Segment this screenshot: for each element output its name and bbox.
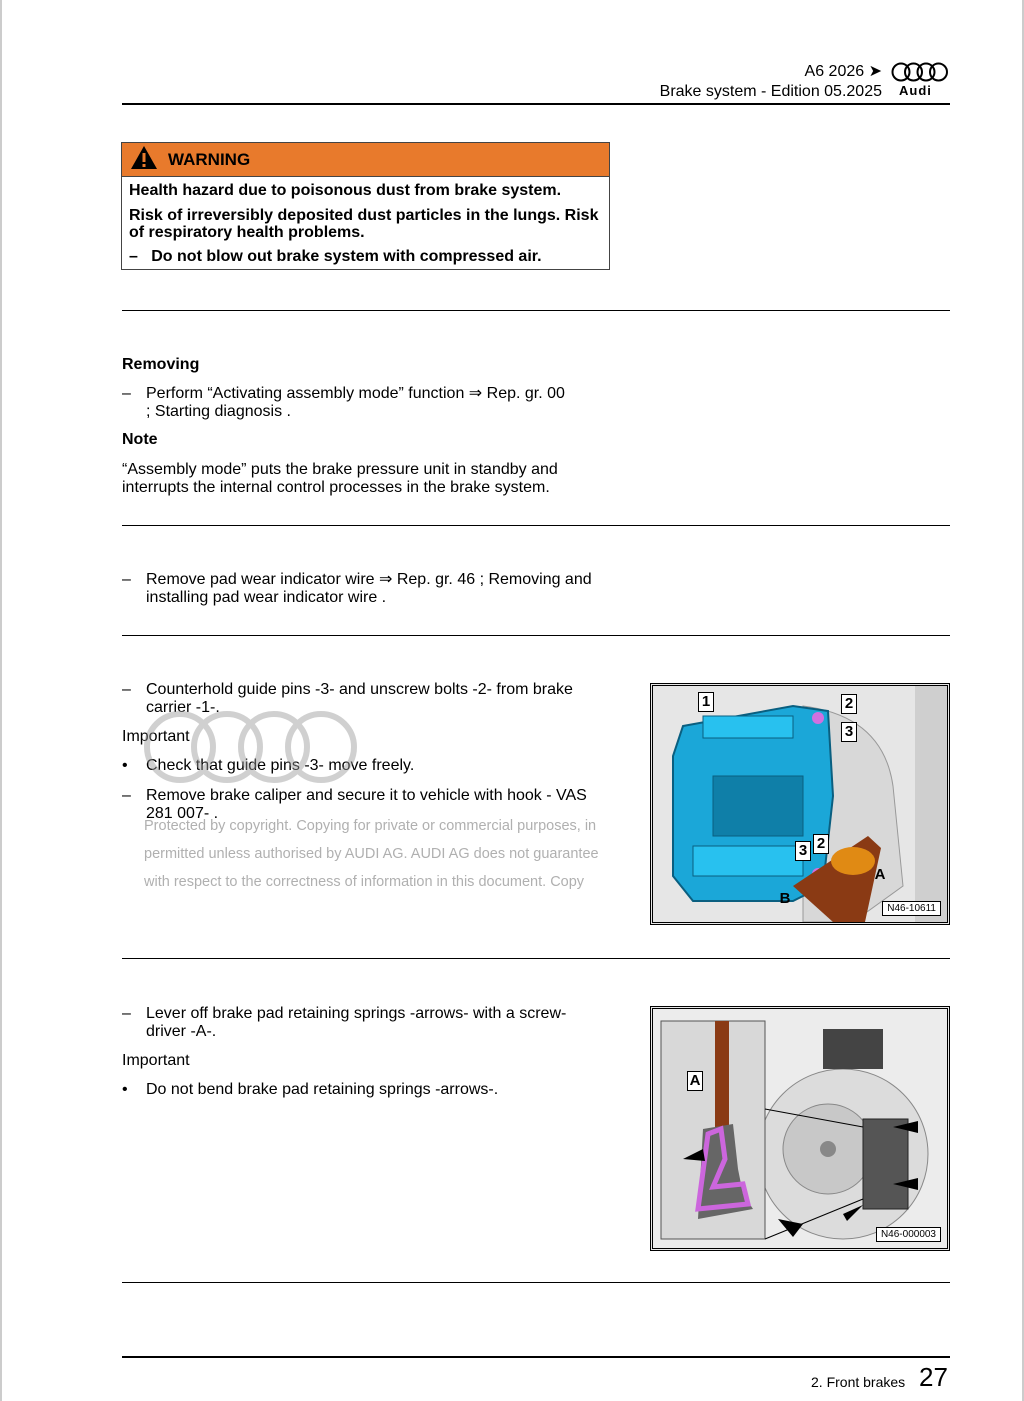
page-edge: [0, 0, 2, 1401]
step-remove-caliper: Remove brake caliper and secure it to vehicle with hook - VAS 281 007- .: [146, 787, 587, 822]
warning-label: WARNING: [168, 149, 251, 169]
warning-bar: [122, 143, 609, 177]
dash-marker: –: [122, 1005, 131, 1022]
audi-rings-watermark: [143, 710, 361, 789]
warning-line-3: – Do not blow out brake system with compressed air.: [129, 248, 542, 265]
removing-step-1: Perform “Activating assembly mode” function ⇒ Rep. gr. 00 ; Starting diagnosis .: [146, 385, 565, 420]
arrow-icon: ➤: [868, 63, 882, 80]
warning-box: [121, 142, 610, 270]
section-rule-4: [122, 958, 950, 959]
warning-line-1: Health hazard due to poisonous dust from brake system.: [129, 182, 562, 199]
watermark-line-1: Protected by copyright. Copying for private or commercial purposes, in: [144, 818, 597, 834]
figure-retaining-springs: [650, 1006, 950, 1251]
dash-marker: –: [122, 385, 131, 402]
dash-marker: –: [122, 681, 131, 698]
figure-code: N46-10611: [882, 901, 941, 916]
caliper-illustration: [653, 686, 947, 922]
callout-B: B: [779, 890, 791, 907]
callout-A: A: [874, 866, 886, 883]
step-counterhold-guide-pins: Counterhold guide pins -3- and unscrew bolts -2- from brake carrier -1-.: [146, 681, 573, 716]
bullet-marker: •: [122, 1081, 128, 1098]
audi-wordmark: Audi: [899, 83, 932, 98]
header-model: A6 2026 ➤: [804, 63, 882, 80]
figure-brake-caliper: [650, 683, 950, 925]
note-text: “Assembly mode” puts the brake pressure unit in standby and interrupts the internal control processes in the brake system.: [122, 461, 558, 496]
footer-section: 2. Front brakes: [811, 1374, 906, 1390]
watermark-line-3: with respect to the correctness of information in this document. Copy: [144, 874, 585, 890]
callout-3-lower: 3: [795, 841, 811, 861]
section-rule-2: [122, 525, 950, 526]
bullet-marker: •: [122, 757, 128, 774]
section-rule-1: [122, 310, 950, 311]
warning-triangle-icon: [130, 145, 158, 175]
section-rule-5: [122, 1282, 950, 1283]
callout-A: A: [687, 1071, 703, 1091]
watermark-line-2: permitted unless authorised by AUDI AG. AUDI AG does not guarantee: [144, 846, 599, 862]
note-heading: Note: [122, 431, 158, 448]
section-rule-3: [122, 635, 950, 636]
dash-marker: –: [122, 571, 131, 588]
important-heading: Important: [122, 1052, 190, 1069]
callout-2: 2: [841, 694, 857, 714]
removing-heading: Removing: [122, 356, 200, 373]
header-manual-title: Brake system - Edition 05.2025: [659, 83, 882, 100]
springs-illustration: [653, 1009, 947, 1248]
callout-3: 3: [841, 722, 857, 742]
callout-2-lower: 2: [813, 834, 829, 854]
figure-code: N46-000003: [876, 1227, 941, 1242]
bullet-do-not-bend: Do not bend brake pad retaining springs -arrows-.: [146, 1081, 499, 1098]
important-heading: Important: [122, 728, 190, 745]
callout-1: 1: [698, 692, 714, 712]
footer-rule: [122, 1356, 950, 1358]
page-number: 27: [919, 1362, 948, 1392]
step-remove-wear-wire: Remove pad wear indicator wire ⇒ Rep. gr. 46 ; Removing and installing pad wear indicator wire .: [146, 571, 592, 606]
warning-line-2: Risk of irreversibly deposited dust particles in the lungs. Risk of respiratory health problems.: [129, 207, 599, 241]
step-lever-off-springs: Lever off brake pad retaining springs -arrows- with a screw-driver -A-.: [146, 1005, 567, 1040]
bullet-check-guide-pins: Check that guide pins -3- move freely.: [146, 757, 415, 774]
header-rule: [122, 103, 950, 105]
dash-marker: –: [122, 787, 131, 804]
